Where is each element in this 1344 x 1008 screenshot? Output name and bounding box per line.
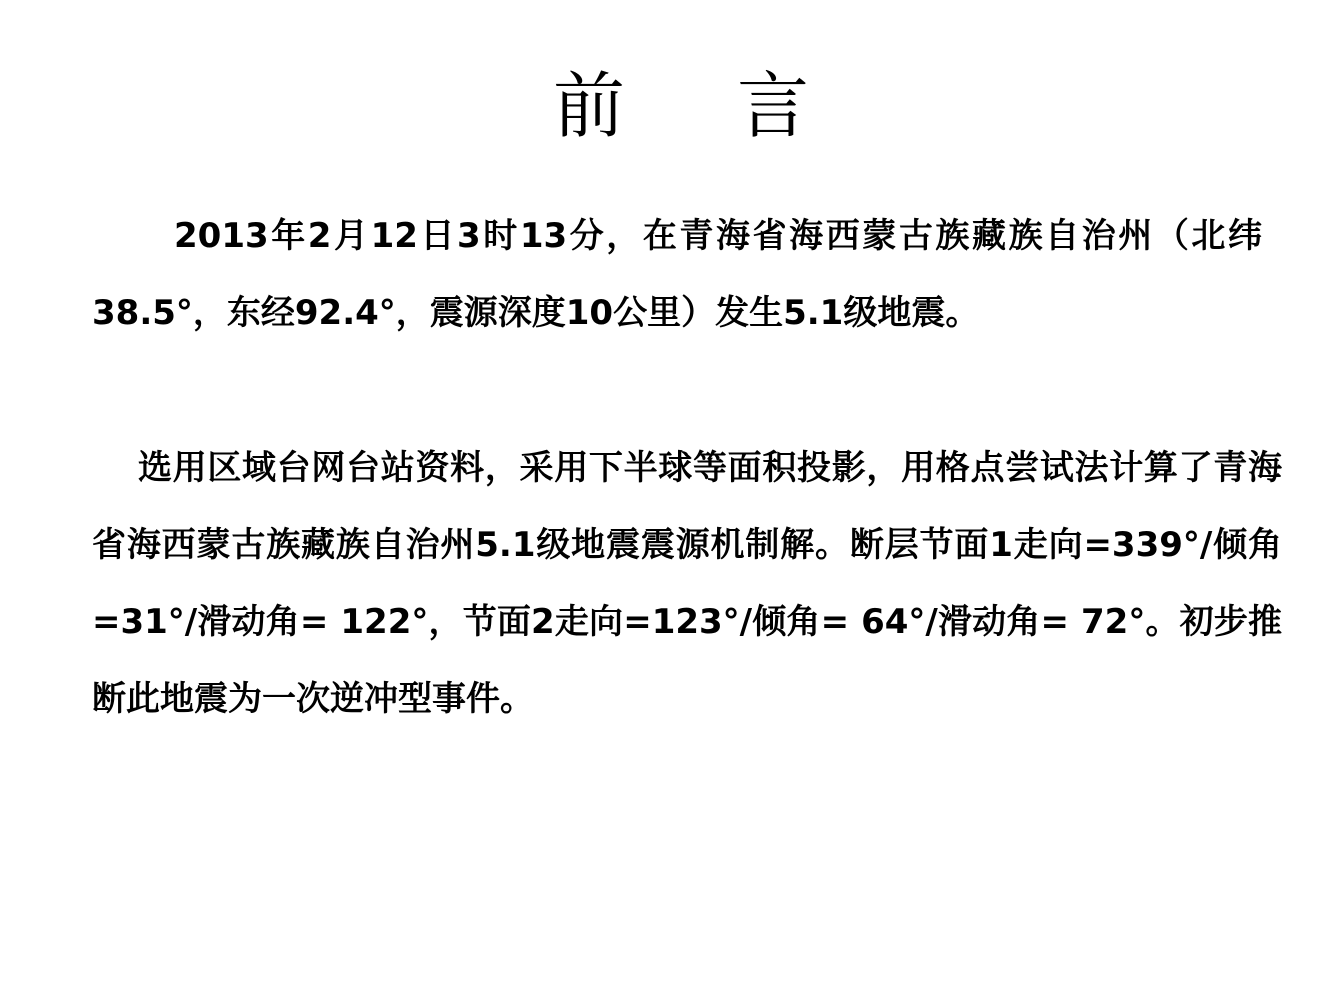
paragraph-focal-mechanism: 选用区域台网台站资料，采用下半球等面积投影，用格点尝试法计算了青海省海西蒙古族藏族自治州5.1级地震震源机制解。断层节面1走向=339°/倾角=31°/滑动角= 122°，节面2走向=123°/倾角= 64°/滑动角= 72°。初步推断此地震为一次逆冲型事件。 xyxy=(92,448,1282,719)
page-title xyxy=(0,58,1344,154)
paragraph-earthquake-info: 2013年2月12日3时13分，在青海省海西蒙古族藏族自治州（北纬38.5°，东经92.4°，震源深度10公里）发生5.1级地震。 xyxy=(92,216,1262,333)
title-char-2: 言 xyxy=(737,64,810,148)
title-char-1: 前 xyxy=(552,64,625,148)
